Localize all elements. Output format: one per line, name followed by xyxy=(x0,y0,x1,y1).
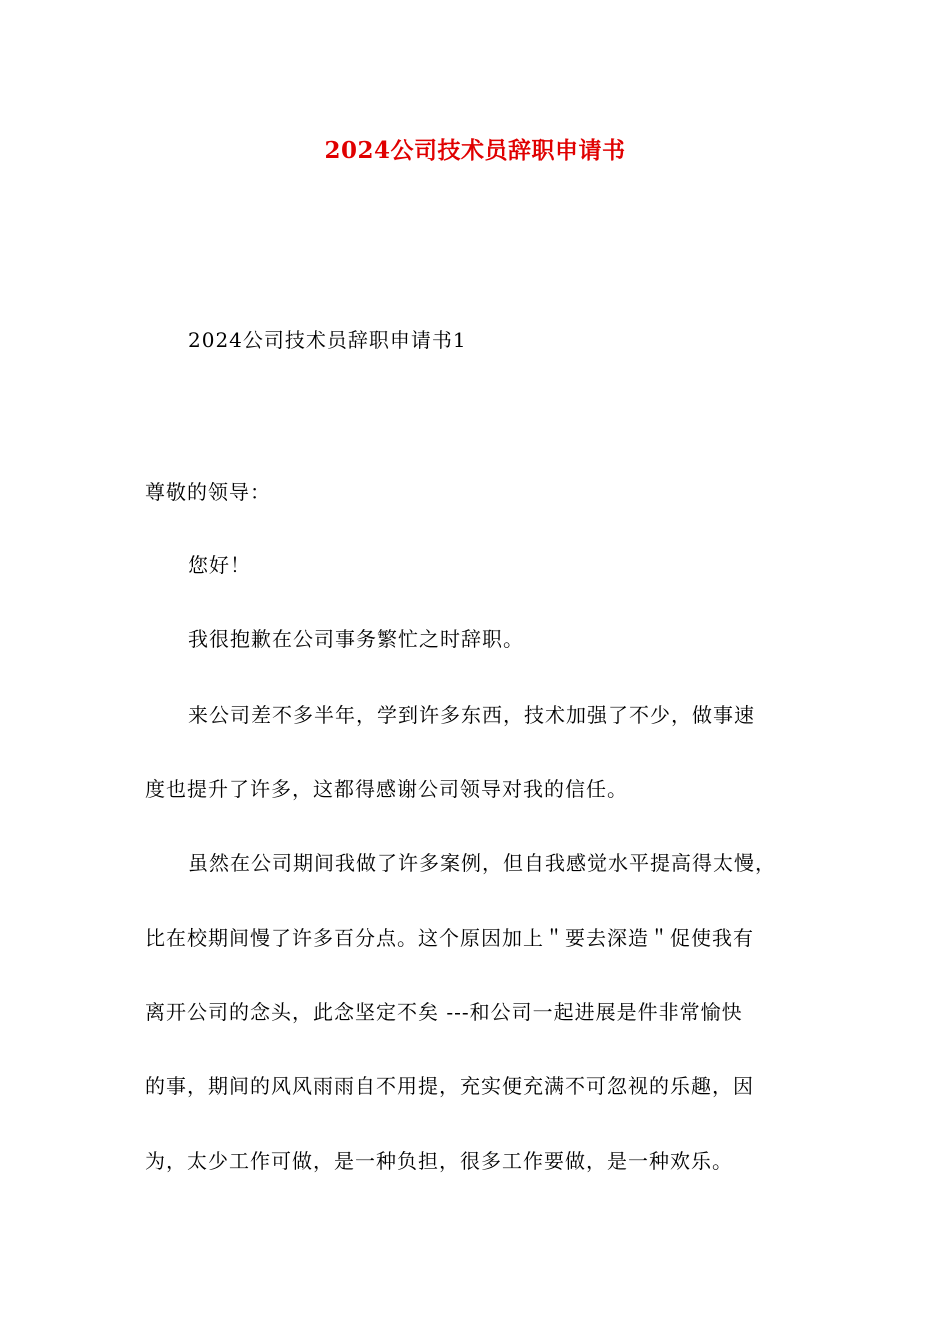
salutation: 尊敬的领导： xyxy=(145,480,271,504)
paragraph-line: 比在校期间慢了许多百分点。这个原因加上＂要去深造＂促使我有 xyxy=(145,926,754,950)
paragraph-line: 离开公司的念头，此念坚定不矣 ---和公司一起进展是件非常愉快 xyxy=(145,1000,743,1024)
paragraph-line: 的事，期间的风风雨雨自不用提，充实便充满不可忽视的乐趣，因 xyxy=(145,1074,754,1098)
document-title: 2024公司技术员辞职申请书 xyxy=(324,137,626,164)
paragraph-line: 我很抱歉在公司事务繁忙之时辞职。 xyxy=(188,627,524,651)
section-heading: 2024公司技术员辞职申请书1 xyxy=(188,328,467,352)
greeting: 您好！ xyxy=(188,553,251,577)
paragraph-line: 为，太少工作可做，是一种负担，很多工作要做，是一种欢乐。 xyxy=(145,1149,733,1173)
paragraph-line: 来公司差不多半年，学到许多东西，技术加强了不少，做事速 xyxy=(188,703,755,727)
paragraph-line: 度也提升了许多，这都得感谢公司领导对我的信任。 xyxy=(145,777,628,801)
paragraph-line: 虽然在公司期间我做了许多案例，但自我感觉水平提高得太慢， xyxy=(188,851,776,875)
